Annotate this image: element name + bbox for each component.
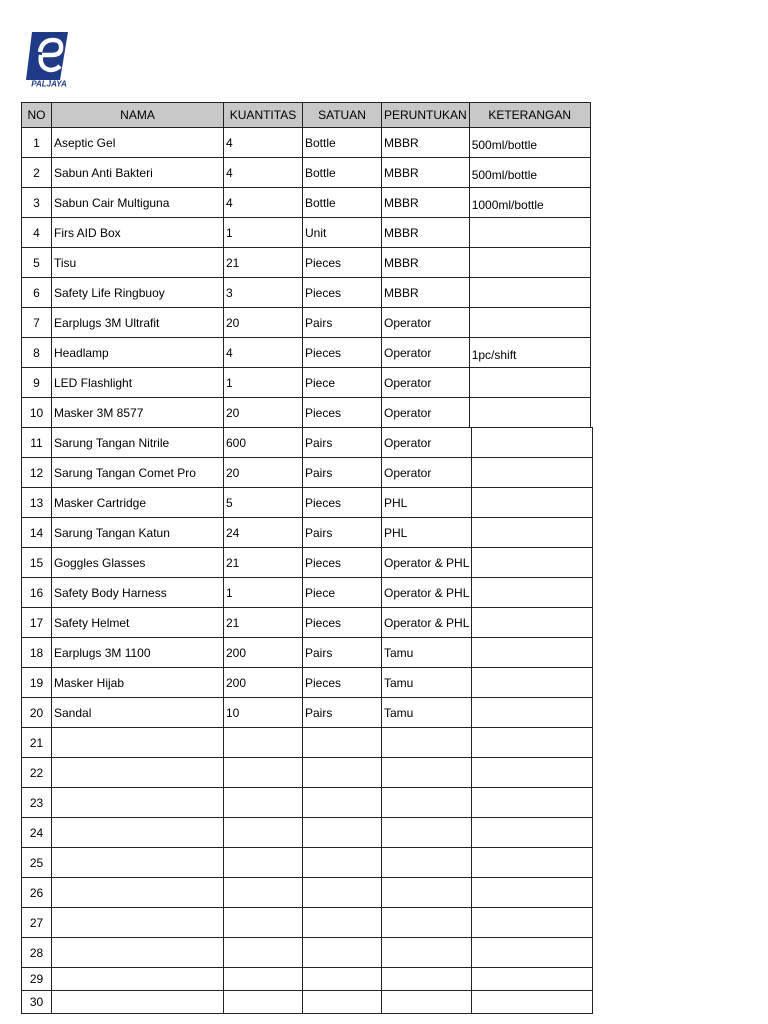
cell-kuantitas: 21 [224,248,303,278]
cell-kuantitas: 20 [224,458,303,488]
cell-no: 1 [22,128,52,158]
cell-keterangan [472,848,593,878]
cell-nama: LED Flashlight [52,368,224,398]
table-row [22,638,593,668]
cell-peruntukan: Operator [382,308,470,338]
cell-kuantitas: 4 [224,158,303,188]
cell-satuan: Pairs [303,458,382,488]
cell-peruntukan: Operator [382,368,470,398]
cell-kuantitas: 20 [224,398,303,428]
cell-peruntukan [382,818,472,848]
header-nama: NAMA [52,103,224,128]
cell-nama [52,788,224,818]
cell-nama: Sabun Anti Bakteri [52,158,224,188]
cell-nama: Earplugs 3M 1100 [52,638,224,668]
cell-nama: Sarung Tangan Nitrile [52,428,224,458]
cell-nama: Masker Cartridge [52,488,224,518]
cell-satuan: Pieces [303,248,382,278]
cell-nama: Firs AID Box [52,218,224,248]
cell-no: 28 [22,938,52,968]
cell-no: 23 [22,788,52,818]
cell-keterangan [472,638,593,668]
table-row [22,698,593,728]
cell-keterangan [472,608,593,638]
table-row [22,991,593,1014]
cell-peruntukan: Operator [382,428,472,458]
cell-peruntukan: MBBR [382,128,470,158]
table-row [22,368,591,398]
cell-peruntukan [382,878,472,908]
cell-peruntukan: Operator & PHL [382,608,472,638]
cell-nama [52,878,224,908]
cell-nama: Safety Body Harness [52,578,224,608]
table-row [22,218,591,248]
cell-no: 12 [22,458,52,488]
table-row [22,758,593,788]
cell-nama [52,968,224,991]
table-row [22,338,591,368]
cell-peruntukan: Operator [382,338,470,368]
table-row [22,578,593,608]
cell-kuantitas: 200 [224,638,303,668]
cell-satuan: Pieces [303,278,382,308]
cell-no: 20 [22,698,52,728]
cell-keterangan: 1000ml/bottle [469,188,590,218]
header-peruntukan: PERUNTUKAN [382,103,470,128]
cell-kuantitas [224,728,303,758]
cell-keterangan [469,248,590,278]
cell-kuantitas: 21 [224,608,303,638]
cell-keterangan [472,908,593,938]
table-row [22,968,593,991]
cell-kuantitas [224,908,303,938]
cell-no: 10 [22,398,52,428]
cell-no: 13 [22,488,52,518]
table-row [22,518,593,548]
cell-no: 4 [22,218,52,248]
cell-kuantitas: 200 [224,668,303,698]
cell-no: 5 [22,248,52,278]
cell-no: 7 [22,308,52,338]
cell-peruntukan: PHL [382,518,472,548]
cell-peruntukan [382,848,472,878]
table-row [22,128,591,158]
cell-nama: Safety Life Ringbuoy [52,278,224,308]
cell-satuan: Pieces [303,668,382,698]
cell-kuantitas: 5 [224,488,303,518]
table-row [22,398,591,428]
paljaya-logo [26,28,72,88]
cell-keterangan [469,368,590,398]
cell-nama [52,818,224,848]
cell-keterangan [472,938,593,968]
cell-satuan [303,728,382,758]
cell-no: 27 [22,908,52,938]
cell-peruntukan: Operator & PHL [382,578,472,608]
cell-no: 25 [22,848,52,878]
svg-text:PALJAYA: PALJAYA [31,79,67,88]
cell-kuantitas [224,818,303,848]
table-row [22,818,593,848]
cell-no: 8 [22,338,52,368]
cell-satuan: Pieces [303,398,382,428]
cell-kuantitas: 3 [224,278,303,308]
cell-keterangan [469,218,590,248]
cell-peruntukan [382,991,472,1014]
cell-nama [52,848,224,878]
cell-peruntukan: MBBR [382,248,470,278]
cell-kuantitas [224,848,303,878]
table-row [22,158,591,188]
cell-nama: Masker Hijab [52,668,224,698]
cell-keterangan [469,398,590,428]
cell-keterangan [472,428,593,458]
cell-satuan [303,991,382,1014]
cell-kuantitas [224,788,303,818]
header-kuantitas: KUANTITAS [224,103,303,128]
cell-satuan: Bottle [303,128,382,158]
cell-nama: Sarung Tangan Comet Pro [52,458,224,488]
cell-keterangan [472,788,593,818]
cell-nama [52,938,224,968]
cell-peruntukan [382,968,472,991]
cell-satuan: Pairs [303,428,382,458]
cell-no: 9 [22,368,52,398]
cell-nama [52,991,224,1014]
table-row [22,458,593,488]
cell-satuan [303,848,382,878]
cell-no: 6 [22,278,52,308]
cell-peruntukan: Operator & PHL [382,548,472,578]
cell-peruntukan [382,908,472,938]
cell-satuan: Pairs [303,698,382,728]
cell-nama: Goggles Glasses [52,548,224,578]
cell-satuan: Pieces [303,548,382,578]
cell-kuantitas: 1 [224,578,303,608]
cell-kuantitas: 600 [224,428,303,458]
cell-keterangan [472,698,593,728]
cell-nama [52,728,224,758]
header-no: NO [22,103,52,128]
cell-keterangan [472,818,593,848]
cell-keterangan: 500ml/bottle [469,128,590,158]
cell-kuantitas [224,878,303,908]
cell-no: 21 [22,728,52,758]
cell-no: 26 [22,878,52,908]
cell-satuan: Bottle [303,188,382,218]
table-row [22,848,593,878]
items-table-2 [21,427,593,1014]
table-row [22,788,593,818]
cell-satuan [303,818,382,848]
table-row [22,188,591,218]
cell-nama: Safety Helmet [52,608,224,638]
cell-peruntukan: PHL [382,488,472,518]
cell-satuan: Pieces [303,488,382,518]
cell-kuantitas: 4 [224,188,303,218]
table-row [22,728,593,758]
cell-nama: Aseptic Gel [52,128,224,158]
cell-keterangan [472,991,593,1014]
cell-nama: Headlamp [52,338,224,368]
cell-peruntukan [382,758,472,788]
cell-no: 14 [22,518,52,548]
cell-keterangan [472,458,593,488]
cell-no: 18 [22,638,52,668]
cell-nama: Sandal [52,698,224,728]
table-row [22,608,593,638]
cell-peruntukan [382,728,472,758]
cell-keterangan [472,488,593,518]
cell-kuantitas: 4 [224,128,303,158]
cell-no: 2 [22,158,52,188]
cell-satuan: Pairs [303,638,382,668]
header-satuan: SATUAN [303,103,382,128]
cell-peruntukan: MBBR [382,158,470,188]
cell-keterangan [472,968,593,991]
cell-no: 29 [22,968,52,991]
table-row [22,278,591,308]
cell-nama: Sabun Cair Multiguna [52,188,224,218]
table-row [22,938,593,968]
cell-no: 30 [22,991,52,1014]
cell-satuan: Piece [303,578,382,608]
cell-satuan [303,788,382,818]
cell-nama [52,758,224,788]
cell-satuan: Pairs [303,308,382,338]
cell-satuan: Pieces [303,338,382,368]
cell-no: 3 [22,188,52,218]
table-row [22,908,593,938]
cell-peruntukan: Operator [382,398,470,428]
cell-keterangan [469,308,590,338]
cell-keterangan [472,878,593,908]
cell-kuantitas: 4 [224,338,303,368]
cell-satuan [303,968,382,991]
cell-no: 17 [22,608,52,638]
cell-kuantitas: 21 [224,548,303,578]
cell-peruntukan: Tamu [382,638,472,668]
cell-nama: Sarung Tangan Katun [52,518,224,548]
cell-satuan: Unit [303,218,382,248]
cell-no: 16 [22,578,52,608]
table-row [22,548,593,578]
cell-keterangan: 1pc/shift [469,338,590,368]
cell-nama: Earplugs 3M Ultrafit [52,308,224,338]
cell-kuantitas: 20 [224,308,303,338]
cell-peruntukan [382,788,472,818]
cell-no: 15 [22,548,52,578]
cell-peruntukan [382,938,472,968]
cell-kuantitas [224,968,303,991]
cell-peruntukan: Tamu [382,668,472,698]
cell-satuan [303,938,382,968]
cell-nama: Masker 3M 8577 [52,398,224,428]
cell-kuantitas: 24 [224,518,303,548]
cell-keterangan [472,728,593,758]
table-row [22,428,593,458]
cell-kuantitas: 1 [224,368,303,398]
cell-no: 11 [22,428,52,458]
cell-keterangan [472,758,593,788]
cell-kuantitas [224,938,303,968]
cell-no: 22 [22,758,52,788]
cell-keterangan [472,548,593,578]
table-row [22,248,591,278]
cell-satuan: Piece [303,368,382,398]
cell-kuantitas [224,758,303,788]
table-row [22,308,591,338]
cell-satuan [303,758,382,788]
cell-peruntukan: MBBR [382,278,470,308]
cell-no: 24 [22,818,52,848]
cell-keterangan [472,668,593,698]
cell-keterangan [472,578,593,608]
cell-satuan [303,908,382,938]
items-table-1 [21,102,591,428]
cell-keterangan [469,278,590,308]
header-keterangan: KETERANGAN [469,103,590,128]
cell-nama: Tisu [52,248,224,278]
table-row [22,668,593,698]
cell-kuantitas: 10 [224,698,303,728]
cell-satuan [303,878,382,908]
cell-peruntukan: MBBR [382,218,470,248]
cell-peruntukan: MBBR [382,188,470,218]
cell-nama [52,908,224,938]
cell-keterangan: 500ml/bottle [469,158,590,188]
cell-kuantitas [224,991,303,1014]
cell-peruntukan: Tamu [382,698,472,728]
cell-satuan: Pairs [303,518,382,548]
cell-peruntukan: Operator [382,458,472,488]
cell-keterangan [472,518,593,548]
cell-satuan: Pieces [303,608,382,638]
cell-satuan: Bottle [303,158,382,188]
table-row [22,488,593,518]
cell-kuantitas: 1 [224,218,303,248]
table-row [22,878,593,908]
cell-no: 19 [22,668,52,698]
